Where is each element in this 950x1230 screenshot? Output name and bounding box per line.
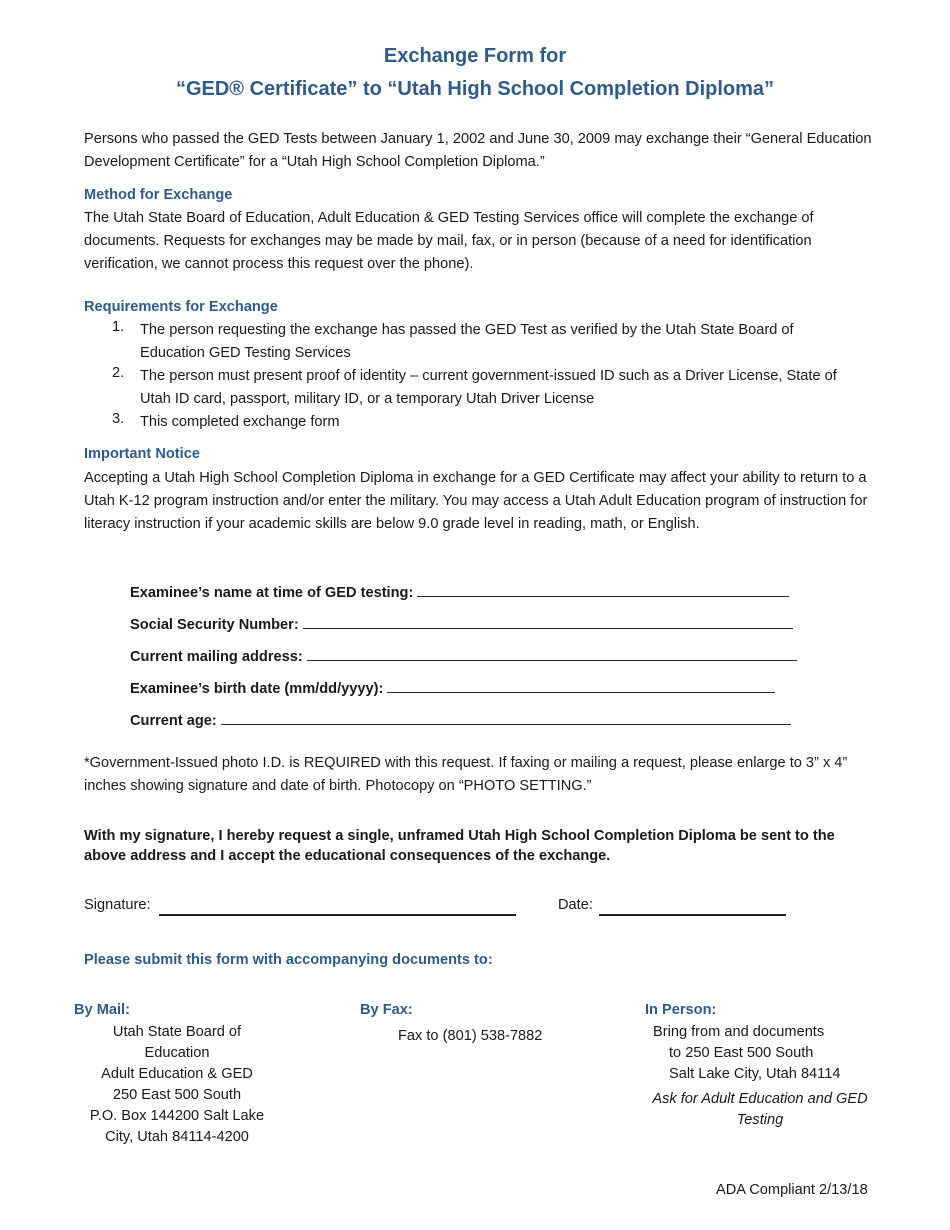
mailing-address-line[interactable]: [307, 646, 797, 661]
examinee-name-line[interactable]: [417, 582, 789, 597]
mail-address-line: P.O. Box 144200 Salt Lake: [89, 1108, 265, 1124]
consent-statement: With my signature, I hereby request a single, unframed Utah High School Completion Diploma be sent to the above address and I accept the educational consequences of the exchange.: [84, 828, 835, 864]
submit-heading: Please submit this form with accompanying documents to:: [84, 952, 493, 968]
form-title-line1: Exchange Form for: [383, 45, 567, 67]
mail-address-line: City, Utah 84114-4200: [105, 1129, 249, 1145]
intro-paragraph: Persons who passed the GED Tests between January 1, 2002 and June 30, 2009 may exchange their “General Education Development Certificate” for a “Utah High School Completion Diploma.”: [84, 131, 872, 170]
requirement-text: This completed exchange form: [140, 414, 340, 430]
requirement-number: 1.: [112, 319, 125, 335]
mail-address-line: Adult Education & GED: [101, 1066, 253, 1082]
date-label: Date:: [558, 897, 593, 913]
mail-address-line: 250 East 500 South: [112, 1087, 242, 1103]
requirement-number: 3.: [112, 411, 125, 427]
mail-address-line: Utah State Board of: [112, 1024, 242, 1040]
current-age-field[interactable]: [130, 710, 791, 729]
requirement-text: The person requesting the exchange has passed the GED Test as verified by the Utah State Board of Education GED Testing Services: [140, 322, 794, 361]
mail-address: [82, 1022, 272, 1148]
method-paragraph: The Utah State Board of Education, Adult Education & GED Testing Services office will complete the exchange of documents. Requests for exchanges may be made by mail, fax, or in person (because of a need for identification verification, we cannot process this request over the phone).: [84, 210, 814, 272]
by-fax-heading: By Fax:: [360, 1002, 413, 1018]
current-age-line[interactable]: [221, 710, 791, 725]
date-line[interactable]: [599, 913, 786, 916]
in-person-line: to 250 East 500 South: [669, 1045, 814, 1061]
form-title-line2: “GED® Certificate” to “Utah High School Completion Diploma”: [175, 78, 775, 100]
requirement-text: The person must present proof of identity – current government-issued ID such as a Driver License, State of Utah ID card, passport, military ID, or a temporary Utah Driver License: [140, 368, 837, 407]
field-label: Current mailing address:: [130, 649, 303, 665]
notice-paragraph: Accepting a Utah High School Completion Diploma in exchange for a GED Certificate may affect your ability to return to a Utah K-12 program instruction and/or enter the military. You may access a Utah Adult Education program of instruction for literacy instruction if your academic skills are below 9.0 grade level in reading, math, or English.: [84, 470, 868, 532]
in-person-note: Ask for Adult Education and GED Testing: [652, 1091, 868, 1128]
signature-label: Signature:: [84, 897, 151, 913]
id-note: *Government-Issued photo I.D. is REQUIRED with this request. If faxing or mailing a request, please enlarge to 3” x 4” inches showing signature and date of birth. Photocopy on “PHOTO SETTING.”: [84, 755, 848, 794]
mailing-address-field[interactable]: [130, 646, 797, 665]
method-heading: Method for Exchange: [84, 187, 233, 203]
ada-footer: ADA Compliant 2/13/18: [716, 1182, 868, 1198]
field-label: Current age:: [130, 713, 217, 729]
mail-address-line: Education: [144, 1045, 210, 1061]
field-label: Examinee’s name at time of GED testing:: [130, 585, 414, 601]
ssn-line[interactable]: [303, 614, 793, 629]
in-person-line: Bring from and documents: [653, 1024, 825, 1040]
notice-heading: Important Notice: [84, 446, 200, 462]
field-label: Examinee’s birth date (mm/dd/yyyy):: [130, 681, 384, 697]
examinee-name-field[interactable]: [130, 582, 789, 601]
ssn-field[interactable]: [130, 614, 793, 633]
fax-number: Fax to (801) 538-7882: [398, 1028, 543, 1044]
signature-line[interactable]: [159, 913, 516, 916]
requirements-heading: Requirements for Exchange: [84, 299, 278, 315]
birth-date-field[interactable]: [130, 678, 775, 697]
by-mail-heading: By Mail:: [74, 1002, 130, 1018]
field-label: Social Security Number:: [130, 617, 299, 633]
in-person-heading: In Person:: [645, 1002, 717, 1018]
requirement-number: 2.: [112, 365, 125, 381]
birth-date-line[interactable]: [387, 678, 775, 693]
in-person-line: Salt Lake City, Utah 84114: [669, 1066, 841, 1082]
